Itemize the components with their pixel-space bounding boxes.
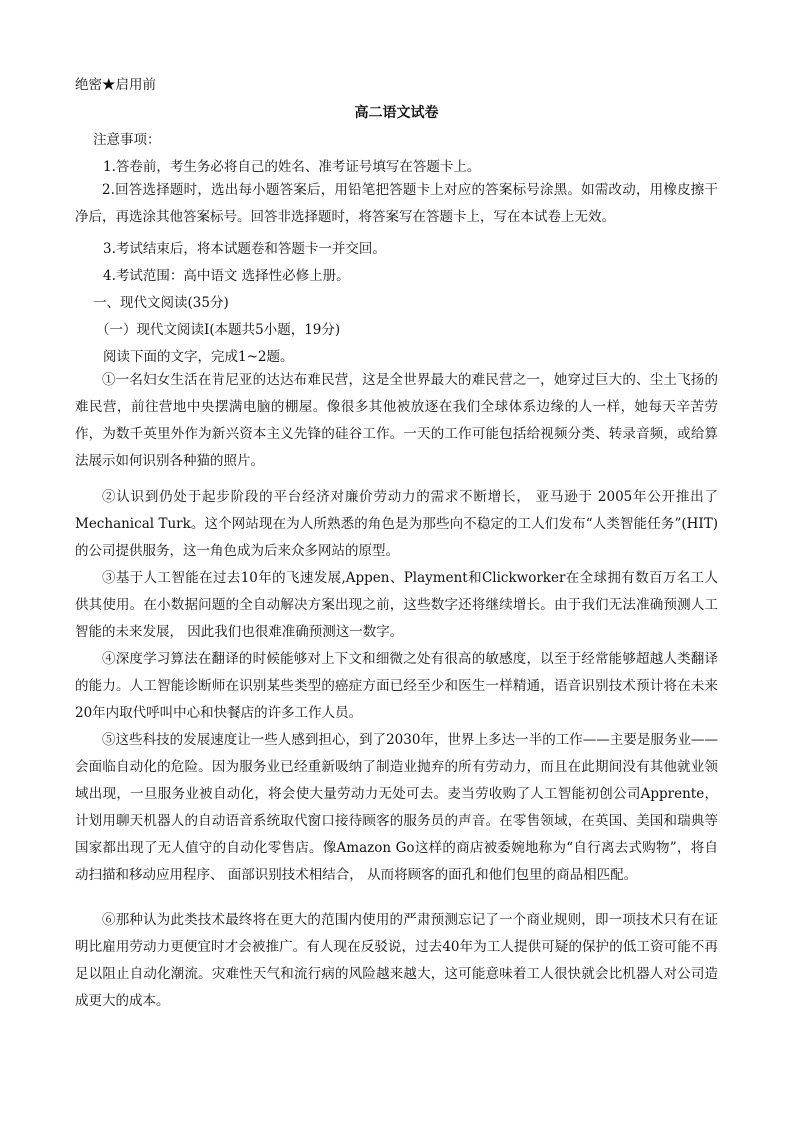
passage-paragraph-5: ⑤这些科技的发展速度让一些人感到担心，到了2030年，世界上多达一半的工作——主要是服务业——会面临自动化的危险。因为服务业已经重新吸纳了制造业抛弃的所有劳动力，而且在此期间没有其他就业领域出现，一旦服务业被自动化，将会使大量劳动力无处可去。麦当劳收购了人工智能初创公司Apprente，计划用聊天机器人的自动语音系统取代窗口接待顾客的服务员的声音。在零售领域，在英国、美国和瑞典等国家都出现了无人值守的自动化零售店。像Amazon Go这样的商店被委婉地称为“自行离去式购物”，将自动扫描和移动应用程序、 面部识别技术相结合， 从而将顾客的面孔和他们包里的商品相匹配。 bbox=[75, 732, 718, 883]
section-heading: 一、现代文阅读(35分) bbox=[93, 295, 229, 311]
passage-paragraph-6: ⑥那种认为此类技术最终将在更大的范围内使用的严肃预测忘记了一个商业规则，即一项技术只有在证明比雇用劳动力更便宜时才会被推广。有人现在反驳说，过去40年为工人提供可疑的保护的低工资可能不再足以阻止自动化潮流。灾难性天气和流行病的风险越来越大，这可能意味着工人很快就会比机器人对公司造成更大的成本。 bbox=[75, 912, 718, 1009]
notice-item-4: 4.考试范围：高中语文 选择性必修上册。 bbox=[103, 268, 350, 284]
passage-paragraph-1: ①一名妇女生活在肯尼亚的达达布难民营，这是全世界最大的难民营之一，她穿过巨大的、尘土飞扬的难民营，前往营地中央摆满电脑的棚屋。像很多其他被放逐在我们全球体系边缘的人一样，她每天辛苦劳作，为数千英里外作为新兴资本主义先锋的硅谷工作。一天的工作可能包括给视频分类、转录音频，或给算法展示如何识别各种猫的照片。 bbox=[75, 372, 718, 469]
passage-paragraph-3: ③基于人工智能在过去10年的飞速发展,Appen、Playment和Clickworker在全球拥有数百万名工人供其使用。在小数据问题的全自动解决方案出现之前，这些数字还将继续增长。由于我们无法准确预测人工智能的未来发展， 因此我们也很难准确预测这一数字。 bbox=[75, 570, 718, 640]
passage-paragraph-4: ④深度学习算法在翻译的时候能够对上下文和细微之处有很高的敏感度，以至于经常能够超越人类翻译的能力。人工智能诊断师在识别某些类型的癌症方面已经至少和医生一样精通，语音识别技术预计将在未来20年内取代呼叫中心和快餐店的许多工作人员。 bbox=[75, 651, 718, 721]
notice-item-3: 3.考试结束后，将本试题卷和答题卡一并交回。 bbox=[103, 241, 386, 257]
notice-item-2: 2.回答选择题时，选出每小题答案后，用铅笔把答题卡上对应的答案标号涂黑。如需改动，用橡皮擦干净后，再选涂其他答案标号。回答非选择题时，将答案写在答题卡上，写在本试卷上无效。 bbox=[75, 182, 718, 225]
passage-paragraph-2: ②认识到仍处于起步阶段的平台经济对廉价劳动力的需求不断增长， 亚马逊于 2005年公开推出了Mechanical Turk。这个网站现在为人所熟悉的角色是为那些向不稳定的工人们发布“人类智能任务”(HIT)的公司提供服务，这一角色成为后来众多网站的原型。 bbox=[75, 489, 718, 559]
exam-title: 高二语文试卷 bbox=[354, 105, 439, 121]
subsection-heading: （一）现代文阅读Ⅰ(本题共5小题，19分) bbox=[96, 322, 341, 338]
confidential-label: 绝密★启用前 bbox=[75, 77, 156, 93]
notice-heading: 注意事项： bbox=[93, 132, 161, 148]
notice-item-1: 1.答卷前，考生务必将自己的姓名、准考证号填写在答题卡上。 bbox=[103, 159, 481, 175]
reading-instruction: 阅读下面的文字，完成1~2题。 bbox=[103, 349, 294, 365]
